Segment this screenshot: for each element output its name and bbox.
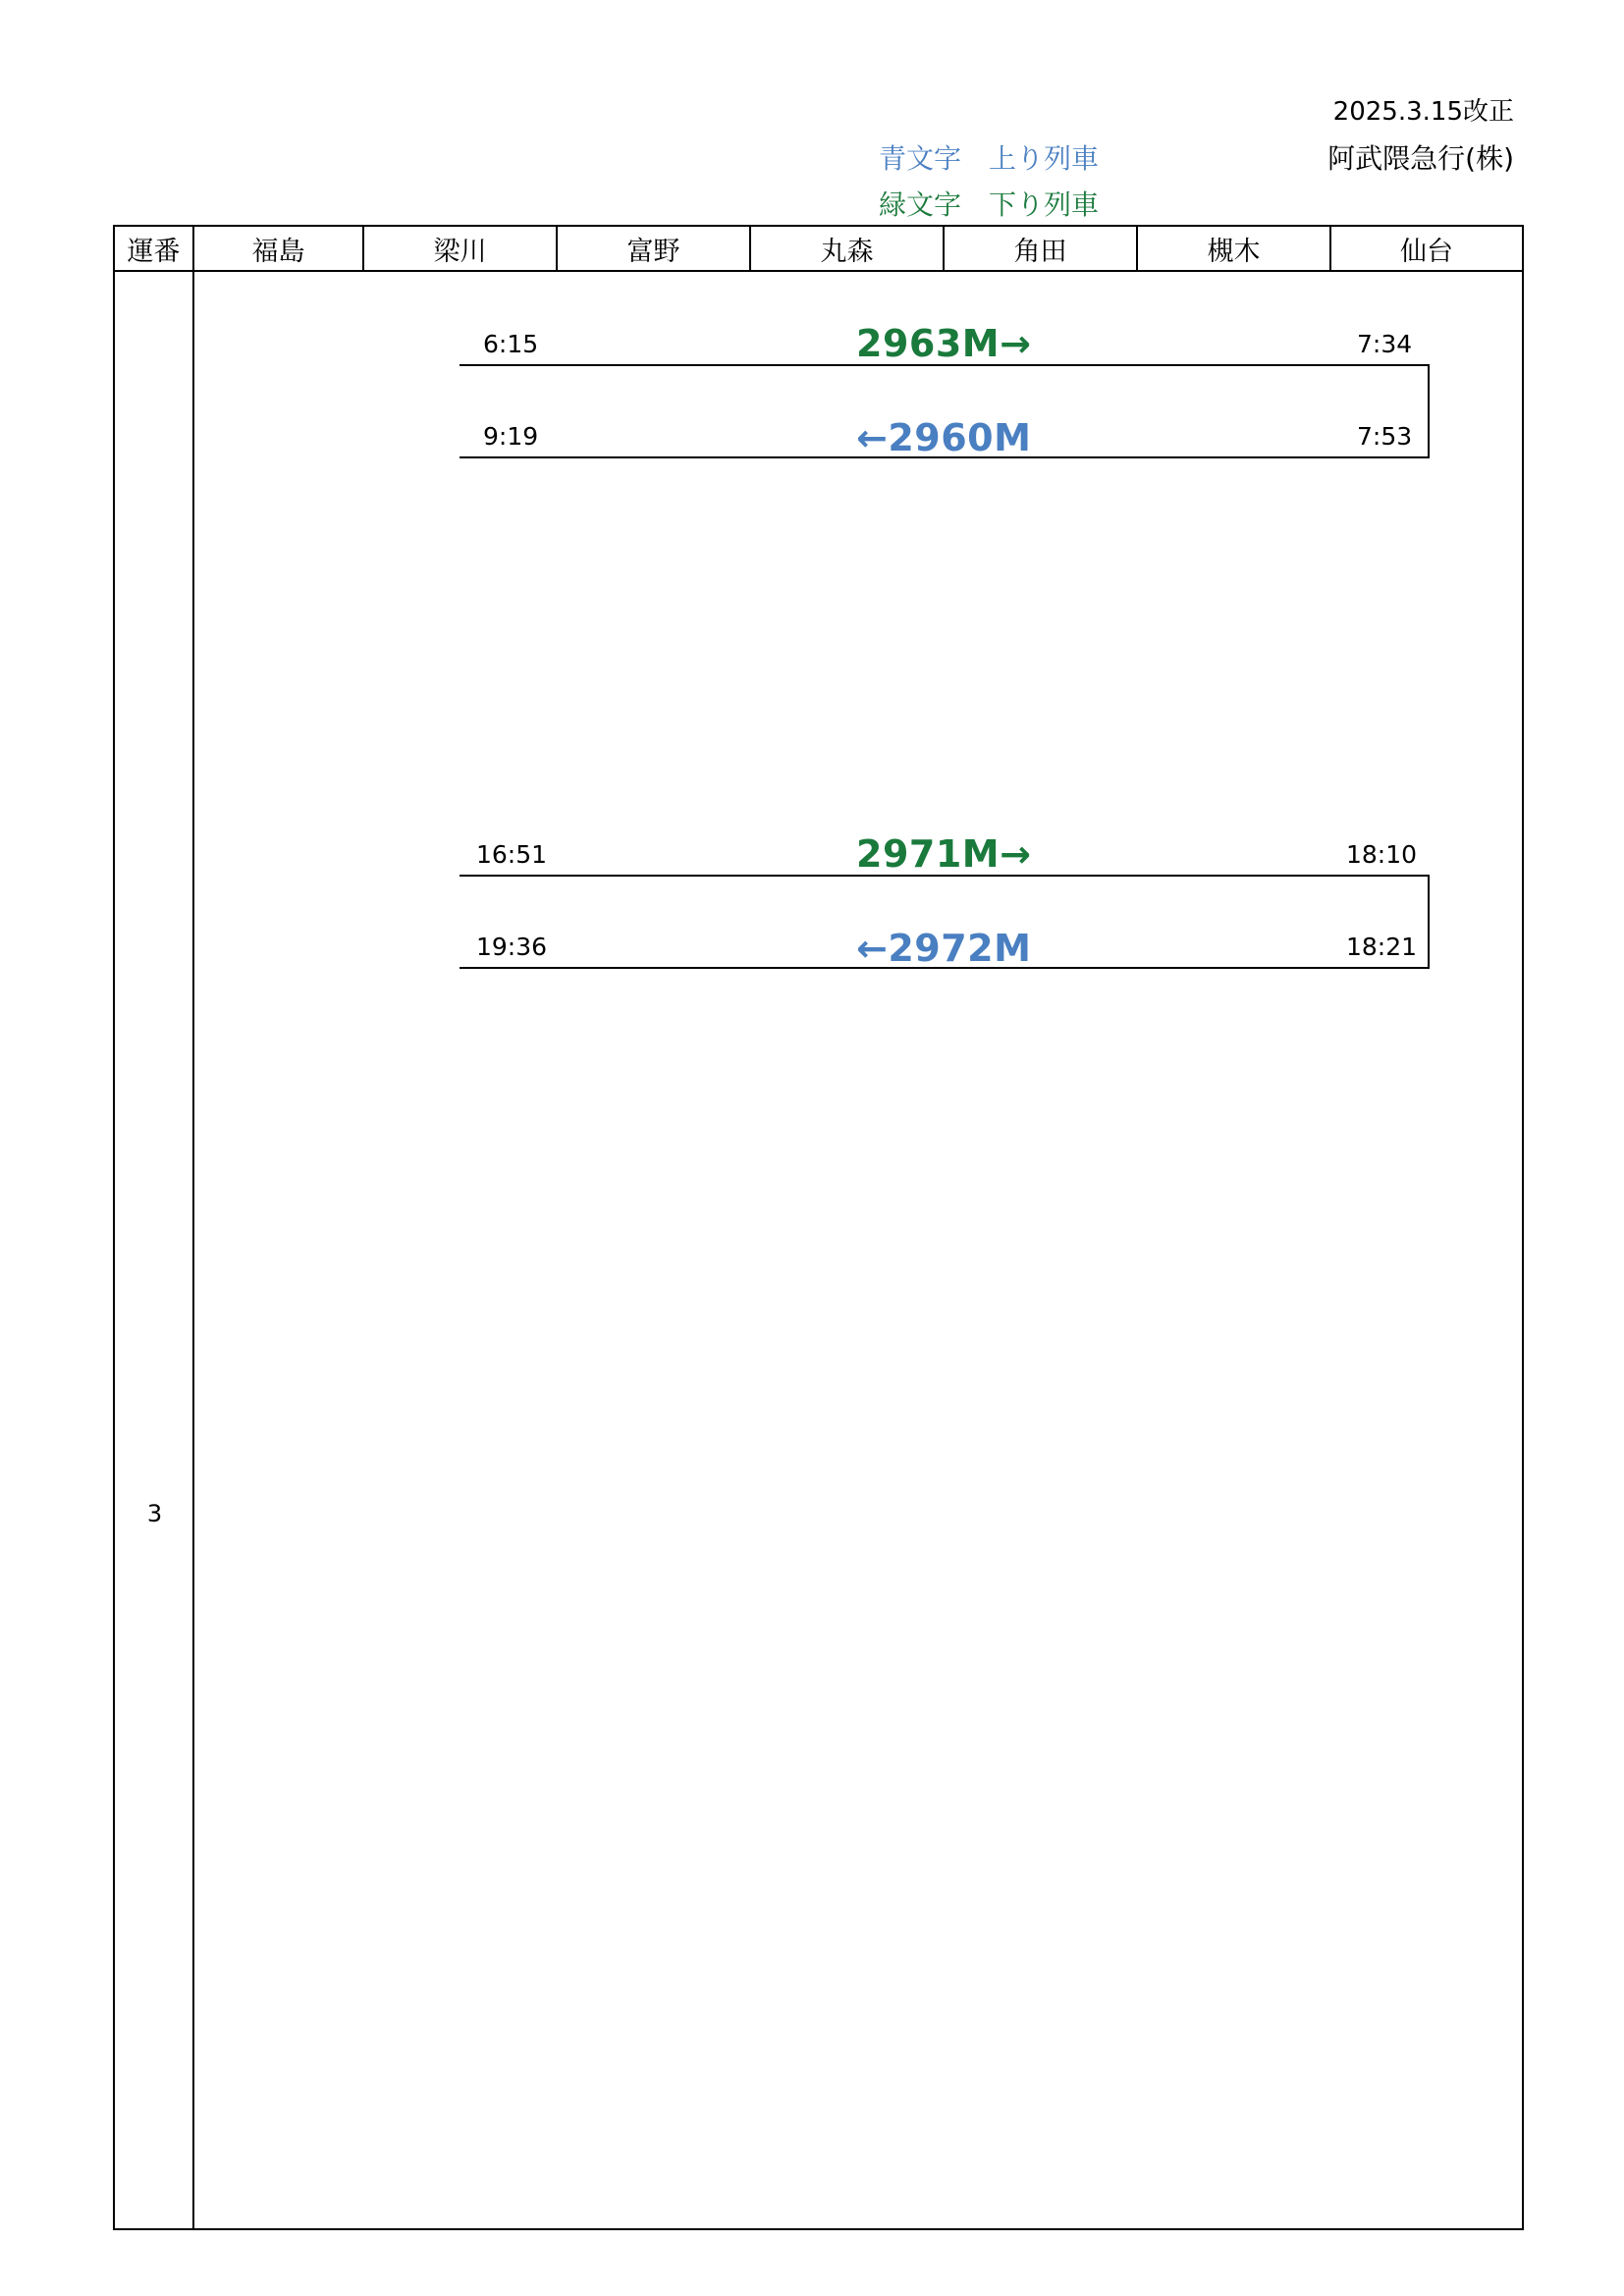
diagram-body <box>113 270 1524 2230</box>
trip-1-down-train: 2963M→ <box>856 322 1032 365</box>
trip-1-up-train: ←2960M <box>856 416 1032 459</box>
trip-1-up-depart-time: 7:53 <box>1357 422 1413 451</box>
legend-down-trains: 緑文字 下り列車 <box>879 188 1100 221</box>
header-station-yanagawa: 梁川 <box>364 227 558 270</box>
trip-1-up-arrive-time: 9:19 <box>483 422 539 451</box>
header-station-tomino: 富野 <box>558 227 751 270</box>
trip-2-up-arrive-time: 19:36 <box>476 933 548 961</box>
trip-1-up-line <box>460 456 1430 458</box>
unit-column <box>115 270 194 2228</box>
header-unit: 運番 <box>115 227 194 270</box>
header-station-sendai: 仙台 <box>1400 236 1453 267</box>
trip-2-down-train: 2971M→ <box>856 832 1032 876</box>
header-station-kakuda: 角田 <box>945 227 1138 270</box>
header-station-tsukinoki: 槻木 <box>1138 227 1331 270</box>
trip-1-turnaround-line <box>1428 364 1430 457</box>
trip-2-up-train: ←2972M <box>856 927 1032 970</box>
trip-2-up-depart-time: 18:21 <box>1346 933 1418 961</box>
trip-1-down-line <box>460 364 1430 366</box>
trip-2-down-line <box>460 875 1430 877</box>
trip-1-down-arrive-time: 7:34 <box>1357 330 1413 358</box>
trip-2-up-line <box>460 967 1430 969</box>
unit-number: 3 <box>146 1500 163 1527</box>
trip-2-down-arrive-time: 18:10 <box>1346 840 1418 869</box>
company-name: 阿武隈急行(株) <box>1327 142 1514 175</box>
header-station-fukushima: 福島 <box>194 227 364 270</box>
trip-1-down-depart-time: 6:15 <box>483 330 539 358</box>
table-header <box>113 225 1524 272</box>
trip-2-down-depart-time: 16:51 <box>476 840 548 869</box>
revision-date: 2025.3.15改正 <box>1332 97 1514 127</box>
trip-2-turnaround-line <box>1428 875 1430 968</box>
header-station-marumori: 丸森 <box>751 227 945 270</box>
legend-up-trains: 青文字 上り列車 <box>879 142 1100 175</box>
